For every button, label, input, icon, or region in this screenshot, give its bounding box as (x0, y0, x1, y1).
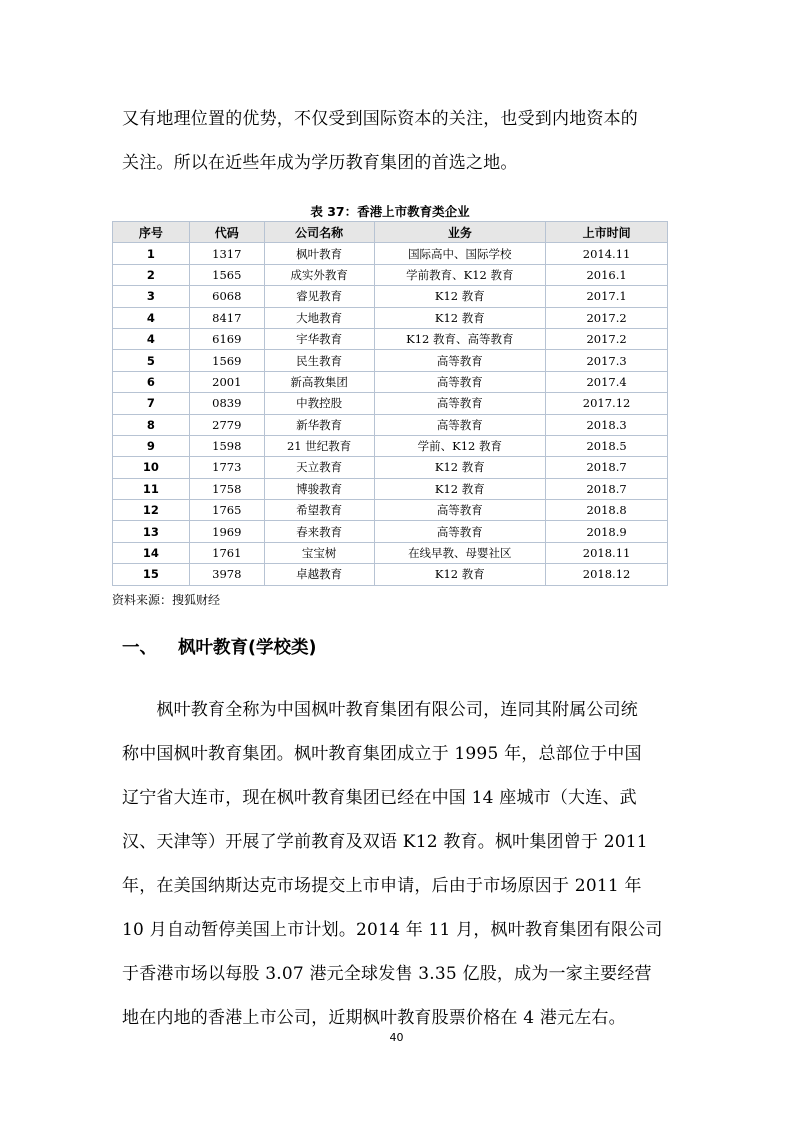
cell-business: 高等教育 (374, 393, 546, 414)
cell-company: 新华教育 (264, 414, 374, 435)
table-row (113, 328, 668, 349)
cell-seq: 5 (113, 350, 190, 371)
cell-listing-date: 2017.1 (546, 286, 668, 307)
cell-code: 1598 (189, 435, 264, 456)
cell-seq: 15 (113, 564, 190, 585)
cell-business: K12 教育 (374, 478, 546, 499)
section-title: 枫叶教育(学校类) (178, 638, 317, 658)
text-line: 辽宁省大连市，现在枫叶教育集团已经在中国 14 座城市（大连、武 (122, 788, 637, 808)
cell-seq: 11 (113, 478, 190, 499)
cell-business: 学前、K12 教育 (374, 435, 546, 456)
header-business: 业务 (374, 222, 546, 243)
text-line: 称中国枫叶教育集团。枫叶教育集团成立于 1995 年，总部位于中国 (122, 744, 642, 764)
cell-seq: 13 (113, 521, 190, 542)
cell-listing-date: 2017.3 (546, 350, 668, 371)
table-row (113, 264, 668, 285)
cell-listing-date: 2017.4 (546, 371, 668, 392)
cell-listing-date: 2014.11 (546, 243, 668, 264)
section-number: 一、 (122, 638, 157, 658)
cell-code: 1761 (189, 542, 264, 563)
cell-code: 2779 (189, 414, 264, 435)
cell-code: 6068 (189, 286, 264, 307)
table-header-row (113, 222, 668, 243)
cell-listing-date: 2018.9 (546, 521, 668, 542)
table-row (113, 393, 668, 414)
cell-business: 高等教育 (374, 521, 546, 542)
header-seq: 序号 (113, 222, 190, 243)
cell-company: 博骏教育 (264, 478, 374, 499)
cell-company: 宝宝树 (264, 542, 374, 563)
table-row (113, 542, 668, 563)
section-heading (122, 634, 317, 659)
cell-seq: 1 (113, 243, 190, 264)
body-paragraph (122, 688, 678, 1040)
table-row (113, 564, 668, 585)
table-row (113, 243, 668, 264)
cell-company: 春来教育 (264, 521, 374, 542)
cell-code: 3978 (189, 564, 264, 585)
cell-listing-date: 2017.12 (546, 393, 668, 414)
cell-code: 1569 (189, 350, 264, 371)
cell-seq: 3 (113, 286, 190, 307)
table-row (113, 457, 668, 478)
cell-business: 高等教育 (374, 414, 546, 435)
cell-business: K12 教育 (374, 564, 546, 585)
text-line: 于香港市场以每股 3.07 港元全球发售 3.35 亿股，成为一家主要经营 (122, 964, 652, 984)
cell-business: K12 教育、高等教育 (374, 328, 546, 349)
cell-seq: 7 (113, 393, 190, 414)
table-row (113, 286, 668, 307)
cell-code: 1758 (189, 478, 264, 499)
cell-listing-date: 2018.8 (546, 500, 668, 521)
text-line: 汉、天津等）开展了学前教育及双语 K12 教育。枫叶集团曾于 2011 (122, 832, 648, 852)
table-row (113, 350, 668, 371)
cell-business: K12 教育 (374, 286, 546, 307)
table-row (113, 500, 668, 521)
cell-code: 1565 (189, 264, 264, 285)
page-number: 40 (389, 1031, 404, 1044)
cell-seq: 8 (113, 414, 190, 435)
cell-business: K12 教育 (374, 457, 546, 478)
cell-business: K12 教育 (374, 307, 546, 328)
cell-seq: 2 (113, 264, 190, 285)
cell-company: 大地教育 (264, 307, 374, 328)
header-company: 公司名称 (264, 222, 374, 243)
cell-seq: 6 (113, 371, 190, 392)
cell-code: 1317 (189, 243, 264, 264)
cell-listing-date: 2018.5 (546, 435, 668, 456)
table-source: 资料来源：搜狐财经 (112, 593, 221, 607)
cell-company: 中教控股 (264, 393, 374, 414)
cell-code: 2001 (189, 371, 264, 392)
header-listing-date: 上市时间 (546, 222, 668, 243)
intro-paragraph (122, 97, 678, 185)
cell-code: 0839 (189, 393, 264, 414)
cell-listing-date: 2018.11 (546, 542, 668, 563)
cell-company: 宇华教育 (264, 328, 374, 349)
cell-listing-date: 2018.7 (546, 478, 668, 499)
cell-company: 新高教集团 (264, 371, 374, 392)
cell-listing-date: 2016.1 (546, 264, 668, 285)
cell-business: 学前教育、K12 教育 (374, 264, 546, 285)
cell-company: 成实外教育 (264, 264, 374, 285)
cell-seq: 12 (113, 500, 190, 521)
cell-listing-date: 2018.7 (546, 457, 668, 478)
cell-listing-date: 2017.2 (546, 328, 668, 349)
cell-seq: 10 (113, 457, 190, 478)
cell-seq: 4 (113, 328, 190, 349)
cell-company: 21 世纪教育 (264, 435, 374, 456)
cell-seq: 9 (113, 435, 190, 456)
cell-listing-date: 2018.12 (546, 564, 668, 585)
table-row (113, 414, 668, 435)
table-row (113, 521, 668, 542)
cell-code: 1969 (189, 521, 264, 542)
cell-code: 6169 (189, 328, 264, 349)
cell-business: 高等教育 (374, 500, 546, 521)
table-row (113, 371, 668, 392)
text-line: 关注。所以在近些年成为学历教育集团的首选之地。 (122, 153, 518, 173)
text-line: 10 月自动暂停美国上市计划。2014 年 11 月，枫叶教育集团有限公司 (122, 920, 663, 940)
cell-listing-date: 2017.2 (546, 307, 668, 328)
cell-company: 睿见教育 (264, 286, 374, 307)
cell-company: 卓越教育 (264, 564, 374, 585)
cell-listing-date: 2018.3 (546, 414, 668, 435)
cell-company: 希望教育 (264, 500, 374, 521)
cell-company: 民生教育 (264, 350, 374, 371)
cell-business: 高等教育 (374, 371, 546, 392)
cell-company: 枫叶教育 (264, 243, 374, 264)
table-caption: 表 37：香港上市教育类企业 (310, 204, 470, 219)
text-line: 地在内地的香港上市公司，近期枫叶教育股票价格在 4 港元左右。 (122, 1008, 626, 1028)
listed-companies-table (112, 221, 668, 586)
table-row (113, 478, 668, 499)
cell-business: 高等教育 (374, 350, 546, 371)
cell-code: 8417 (189, 307, 264, 328)
cell-company: 天立教育 (264, 457, 374, 478)
cell-code: 1773 (189, 457, 264, 478)
cell-business: 国际高中、国际学校 (374, 243, 546, 264)
text-line: 又有地理位置的优势，不仅受到国际资本的关注，也受到内地资本的 (122, 109, 638, 129)
table-row (113, 307, 668, 328)
cell-code: 1765 (189, 500, 264, 521)
header-code: 代码 (189, 222, 264, 243)
cell-seq: 14 (113, 542, 190, 563)
text-line: 年，在美国纳斯达克市场提交上市申请，后由于市场原因于 2011 年 (122, 876, 642, 896)
cell-business: 在线早教、母婴社区 (374, 542, 546, 563)
table-row (113, 435, 668, 456)
cell-seq: 4 (113, 307, 190, 328)
text-line: 枫叶教育全称为中国枫叶教育集团有限公司，连同其附属公司统 (122, 700, 638, 720)
